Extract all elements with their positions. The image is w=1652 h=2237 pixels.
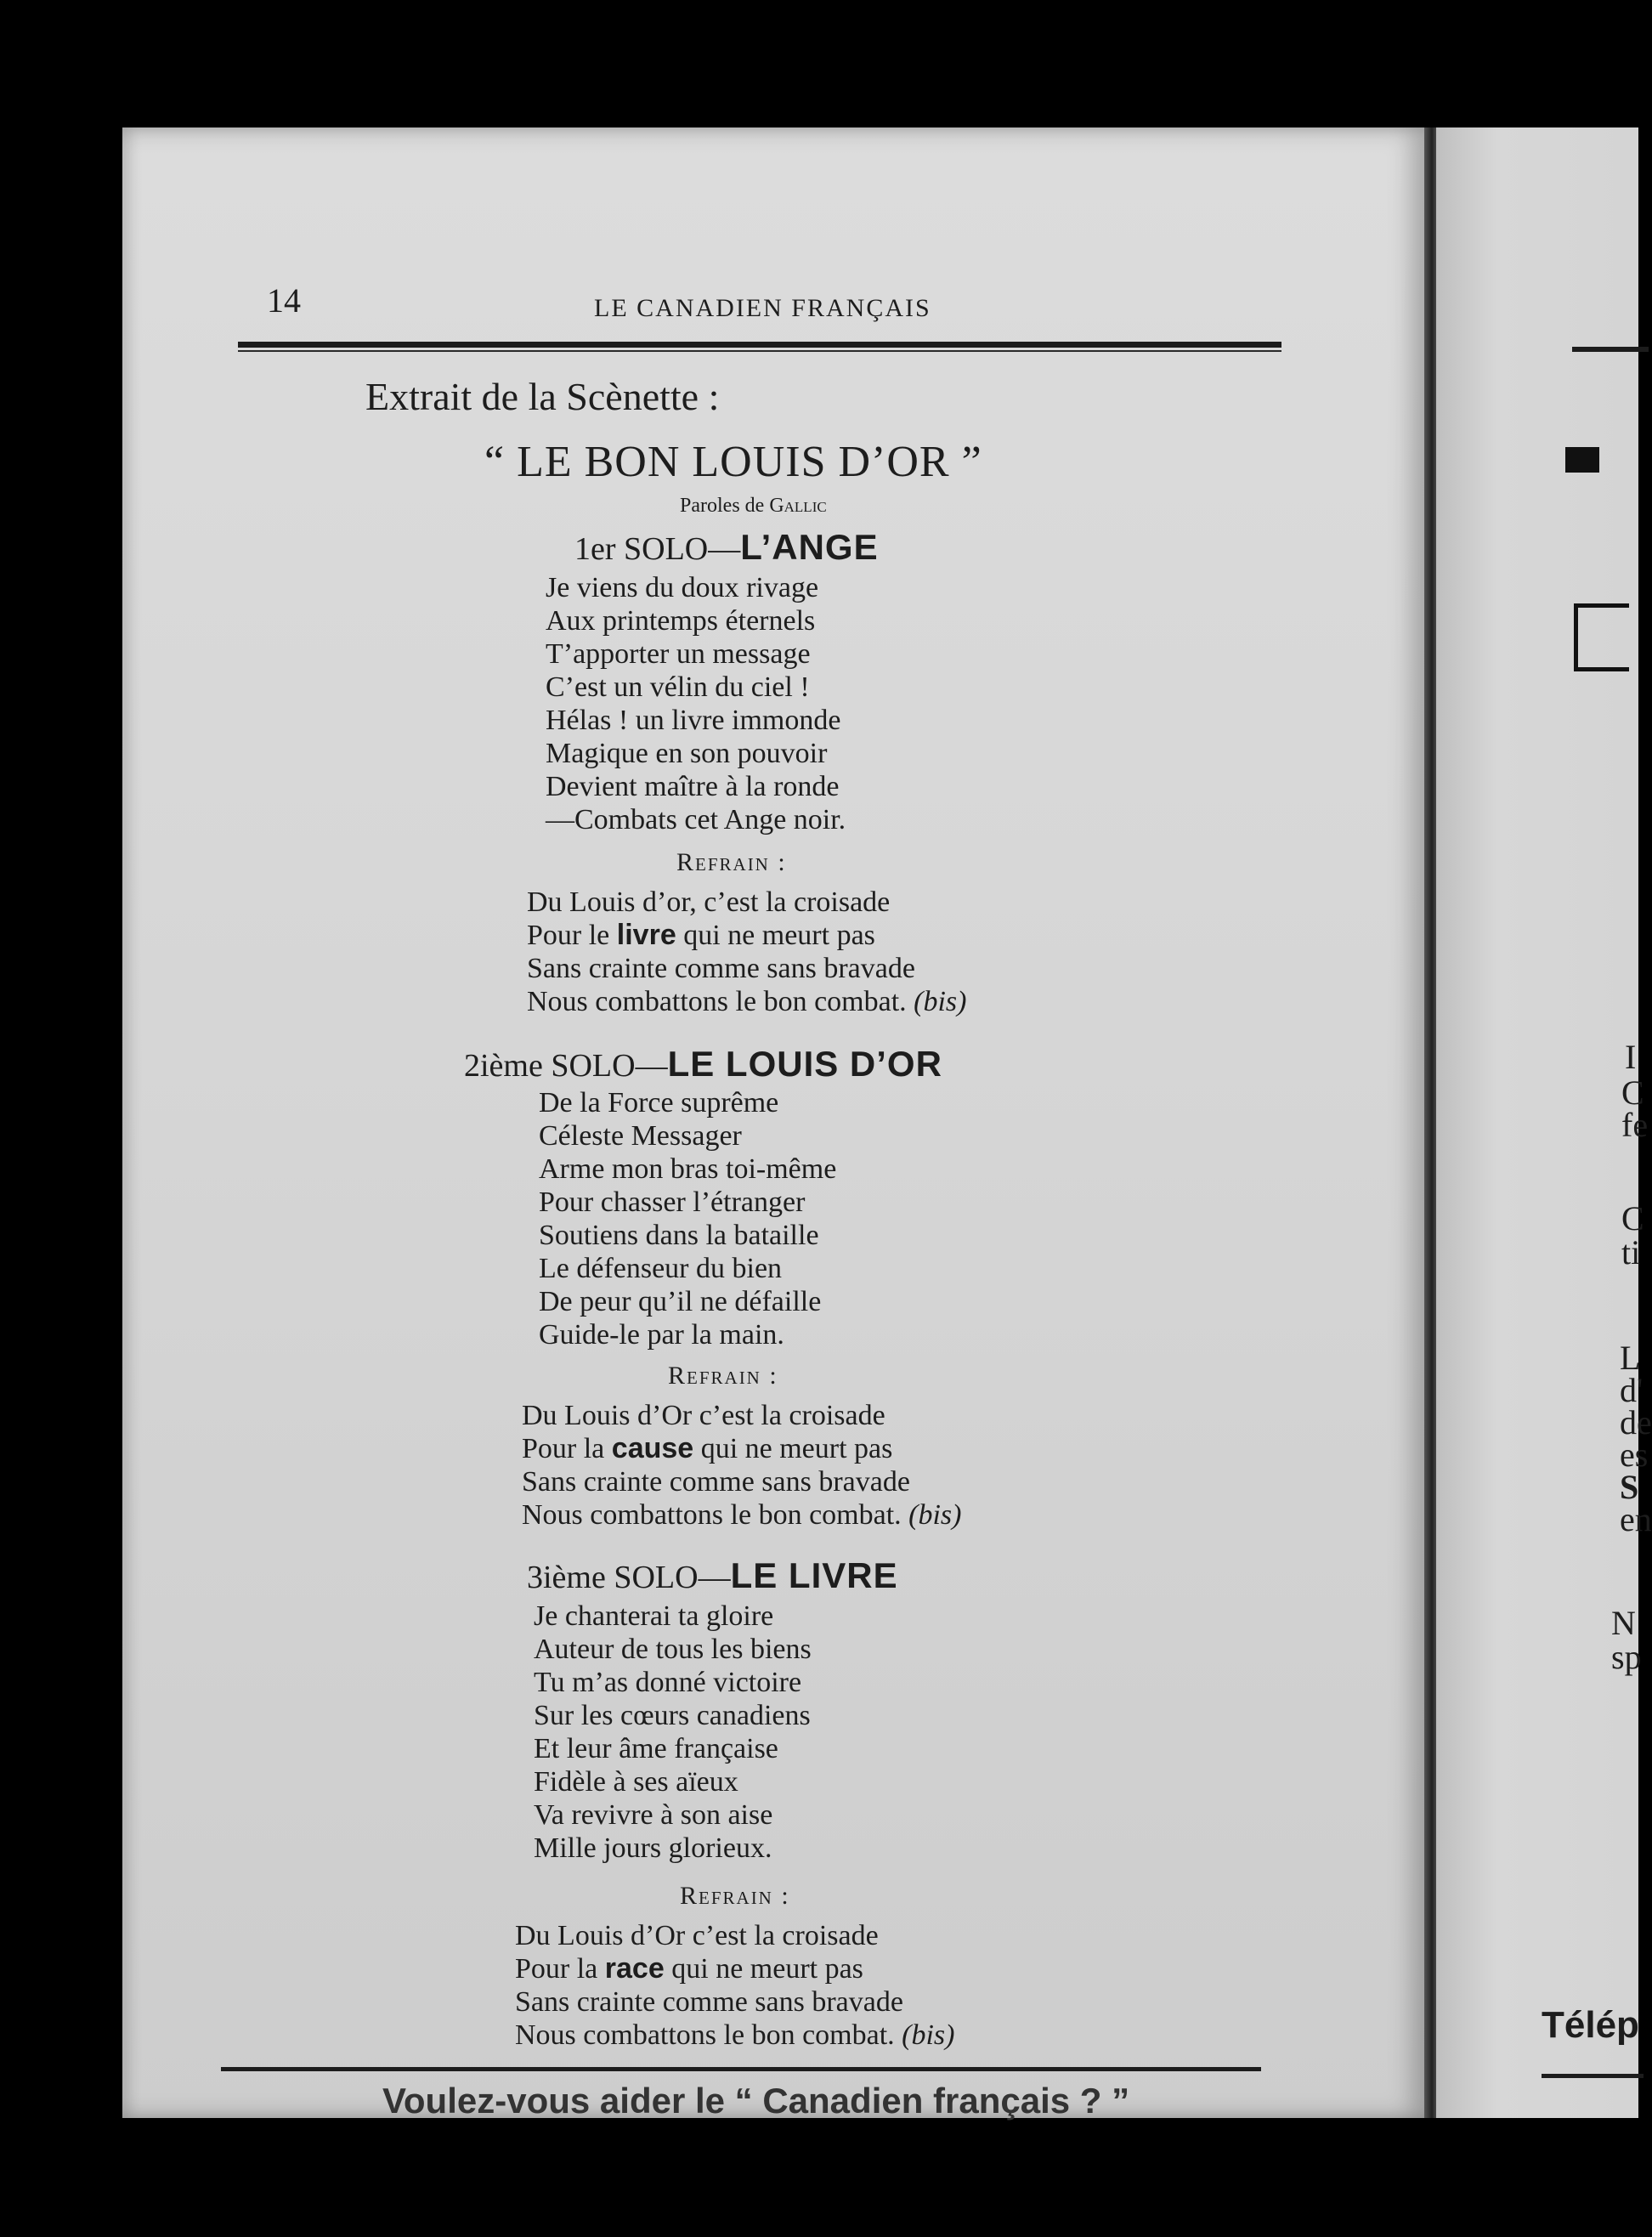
verse	[539, 1086, 836, 1351]
solo-heading	[464, 1044, 942, 1085]
refrain	[515, 1919, 954, 2052]
verse-line: Sur les cœurs canadiens	[534, 1700, 811, 1731]
refrain-emphasis: race	[604, 1952, 665, 1985]
left-page	[122, 127, 1428, 2121]
solo-heading	[527, 1555, 898, 1596]
solo-heading	[574, 527, 879, 568]
refrain-label: Refrain :	[668, 1362, 778, 1390]
solo-label: 2ième SOLO—	[464, 1048, 668, 1084]
refrain-line: Du Louis d’Or c’est la croisade	[515, 1920, 879, 1951]
verse-line: Soutiens dans la bataille	[539, 1220, 819, 1251]
verse-line: Je viens du doux rivage	[546, 572, 819, 603]
verse-line: Le défenseur du bien	[539, 1253, 783, 1284]
solo-label: 3ième SOLO—	[527, 1560, 731, 1595]
right-page-text: L	[1620, 1339, 1641, 1377]
right-page-block	[1565, 447, 1599, 473]
refrain-text: Nous combattons le bon combat.	[522, 1499, 909, 1531]
right-page-text: I	[1625, 1038, 1637, 1076]
refrain-text: qui ne meurt pas	[664, 1953, 863, 1985]
footer-rule	[221, 2067, 1261, 2071]
right-page-text: en	[1620, 1500, 1652, 1538]
verse-line: Tu m’as donné victoire	[534, 1667, 802, 1698]
refrain-text: Pour le	[527, 920, 617, 951]
right-page-text: S	[1620, 1468, 1639, 1506]
verse-line: Guide-le par la main.	[539, 1319, 784, 1351]
footer-slogan: Voulez-vous aider le “ Canadien français ? ”	[382, 2081, 1130, 2121]
refrain-line: Sans crainte comme sans bravade	[527, 953, 915, 984]
refrain	[527, 886, 966, 1018]
refrain-line	[515, 1952, 954, 1985]
solo-role: L’ANGE	[740, 527, 879, 567]
verse-line: Devient maître à la ronde	[546, 771, 840, 802]
header-rule-thin	[238, 350, 1281, 352]
verse-line: T’apporter un message	[546, 638, 811, 670]
verse-line: Et leur âme française	[534, 1733, 778, 1764]
refrain-line: Du Louis d’or, c’est la croisade	[527, 886, 891, 918]
bis-marker: (bis)	[902, 2019, 955, 2051]
refrain-text: Pour la	[515, 1953, 605, 1985]
right-page-text: d'	[1620, 1371, 1644, 1409]
page-number: 14	[267, 281, 301, 320]
bis-marker: (bis)	[908, 1499, 962, 1531]
verse-line: Magique en son pouvoir	[546, 738, 828, 769]
right-page-box	[1574, 603, 1629, 671]
verse-line: De peur qu’il ne défaille	[539, 1286, 822, 1317]
refrain-text: qui ne meurt pas	[693, 1433, 893, 1464]
right-page-text: C	[1621, 1199, 1644, 1237]
refrain-line	[527, 919, 966, 952]
header-rule	[238, 342, 1281, 348]
refrain-emphasis: livre	[616, 919, 676, 951]
verse-line: De la Force suprême	[539, 1087, 779, 1118]
right-page-text: N	[1611, 1604, 1636, 1642]
running-head: LE CANADIEN FRANÇAIS	[594, 294, 931, 322]
verse-line: C’est un vélin du ciel !	[546, 671, 810, 703]
section-title: Extrait de la Scènette :	[365, 375, 720, 418]
verse-line: Arme mon bras toi-même	[539, 1153, 837, 1185]
solo-role: LE LIVRE	[730, 1555, 898, 1595]
refrain-text: Nous combattons le bon combat.	[527, 986, 914, 1017]
verse-line: Va revivre à son aise	[534, 1799, 773, 1831]
right-page-text: de	[1620, 1403, 1652, 1441]
refrain-text: Nous combattons le bon combat.	[515, 2019, 902, 2051]
refrain-line	[522, 1432, 961, 1465]
verse	[546, 571, 846, 836]
verse	[534, 1600, 812, 1865]
refrain	[522, 1399, 961, 1532]
right-page-text: ti	[1621, 1233, 1641, 1271]
refrain-line	[522, 1498, 961, 1532]
right-page-text: es	[1620, 1436, 1649, 1474]
refrain-line: Sans crainte comme sans bravade	[522, 1466, 910, 1498]
refrain-label: Refrain :	[680, 1882, 790, 1910]
solo-role: LE LOUIS D’OR	[667, 1044, 942, 1084]
verse-line: Pour chasser l’étranger	[539, 1186, 806, 1218]
verse-line: Hélas ! un livre immonde	[546, 705, 841, 736]
refrain-line: Sans crainte comme sans bravade	[515, 1986, 903, 2018]
refrain-text: qui ne meurt pas	[676, 920, 875, 951]
right-page-bold-text: Télép	[1542, 2004, 1639, 2046]
credit-line	[680, 495, 827, 518]
refrain-line	[515, 2019, 954, 2052]
solo-label: 1er SOLO—	[574, 531, 741, 567]
verse-line: Mille jours glorieux.	[534, 1832, 772, 1864]
right-page-text: sp	[1611, 1638, 1642, 1676]
right-page-text: C	[1621, 1073, 1644, 1112]
play-title: “ LE BON LOUIS D’OR ”	[484, 438, 982, 486]
bis-marker: (bis)	[914, 986, 967, 1017]
verse-line: Fidèle à ses aïeux	[534, 1766, 738, 1798]
right-page-rule	[1572, 347, 1649, 352]
credit-prefix: Paroles de	[680, 495, 770, 517]
verse-line: Je chanterai ta gloire	[534, 1600, 774, 1632]
verse-line: Aux printemps éternels	[546, 605, 816, 637]
verse-line: Céleste Messager	[539, 1120, 742, 1152]
verse-line: —Combats cet Ange noir.	[546, 804, 846, 835]
verse-line: Auteur de tous les biens	[534, 1634, 812, 1665]
credit-author: Gallic	[769, 495, 827, 517]
right-page	[1436, 127, 1652, 2118]
refrain-emphasis: cause	[611, 1432, 694, 1464]
right-page-text: fe	[1621, 1106, 1649, 1144]
refrain-label: Refrain :	[676, 848, 787, 876]
refrain-text: Pour la	[522, 1433, 612, 1464]
refrain-line	[527, 985, 966, 1018]
right-page-rule	[1542, 2074, 1644, 2078]
refrain-line: Du Louis d’Or c’est la croisade	[522, 1400, 885, 1431]
